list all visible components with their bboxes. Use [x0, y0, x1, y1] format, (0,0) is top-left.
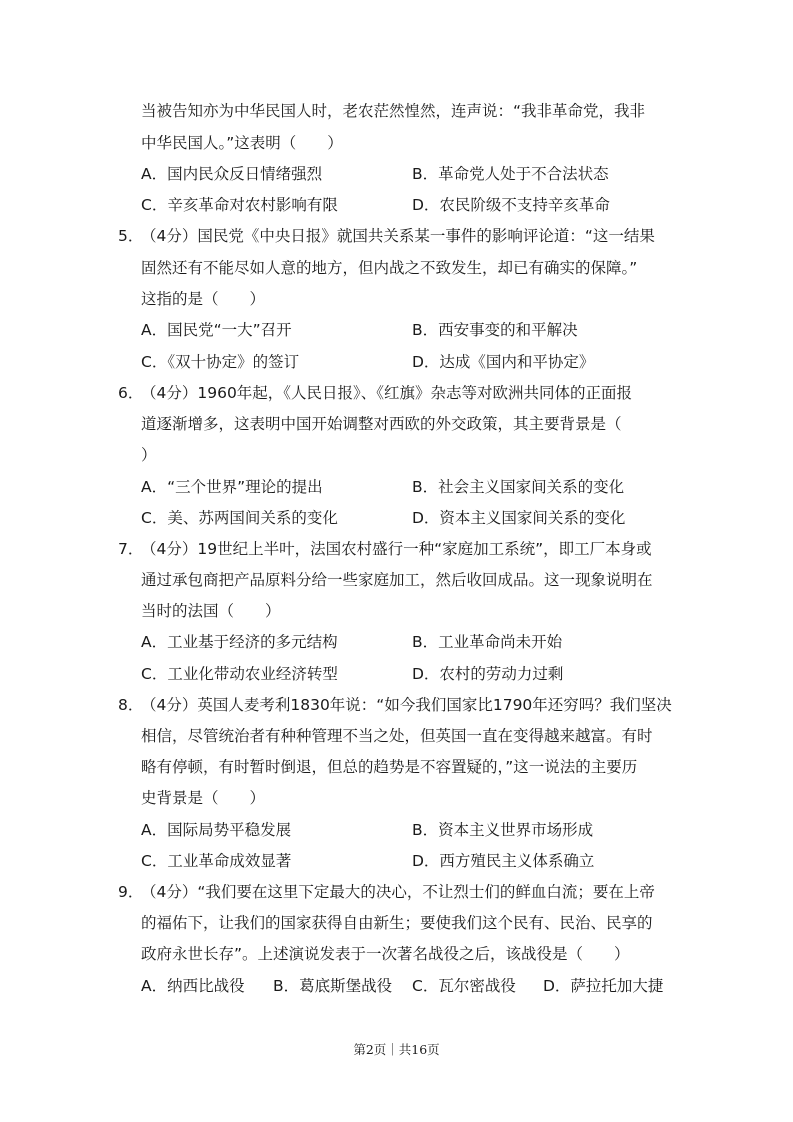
option-a[interactable]: A．“三个世界”理论的提出 — [141, 478, 323, 496]
option-b[interactable]: B．资本主义世界市场形成 — [412, 821, 594, 839]
option-a[interactable]: A．国民党“一大”召开 — [141, 321, 292, 339]
question-text-line: ） — [141, 446, 157, 464]
option-b[interactable]: B．西安事变的和平解决 — [412, 321, 578, 339]
option-b[interactable]: B．革命党人处于不合法状态 — [412, 165, 609, 183]
option-d[interactable]: D．资本主义国家间关系的变化 — [412, 509, 626, 527]
option-b[interactable]: B．葛底斯堡战役 — [273, 977, 393, 995]
option-b[interactable]: B．工业革命尚未开始 — [412, 633, 563, 651]
option-d[interactable]: D．农民阶级不支持辛亥革命 — [412, 196, 610, 214]
option-a[interactable]: A．纳西比战役 — [141, 977, 245, 995]
page-footer: 第2页｜共16页 — [353, 1042, 440, 1057]
option-d[interactable]: D．西方殖民主义体系确立 — [412, 852, 595, 870]
option-b[interactable]: B．社会主义国家间关系的变化 — [412, 478, 625, 496]
question-text-line: 政府永世长存”。上述演说发表于一次著名战役之后，该战役是（ ） — [141, 945, 630, 963]
question-text-line: （4分）英国人麦考利1830年说：“如今我们国家比1790年还穷吗？我们坚决 — [141, 696, 672, 714]
option-a[interactable]: A．国际局势平稳发展 — [141, 821, 292, 839]
question-text-line: 相信，尽管统治者有种种管理不当之处，但英国一直在变得越来越富。有时 — [141, 727, 653, 745]
question-text-line: 略有停顿，有时暂时倒退，但总的趋势是不容置疑的，”这一说法的主要历 — [141, 758, 638, 776]
option-d[interactable]: D．农村的劳动力过剩 — [412, 665, 564, 683]
option-a[interactable]: A．国内民众反日情绪强烈 — [141, 165, 323, 183]
question-text-line: 通过承包商把产品原料分给一些家庭加工，然后收回成品。这一现象说明在 — [141, 571, 653, 589]
option-c[interactable]: C．瓦尔密战役 — [412, 977, 516, 995]
question-number: 6． — [118, 384, 144, 402]
question-text-line: 当被告知亦为中华民国人时，老农茫然惶然，连声说：“我非革命党，我非 — [141, 102, 646, 120]
question-text-line: 这指的是（ ） — [141, 290, 266, 308]
question-text-line: （4分）19世纪上半叶，法国农村盛行一种“家庭加工系统”，即工厂本身或 — [141, 540, 652, 558]
question-text-line: （4分）“我们要在这里下定最大的决心，不让烈士们的鲜血白流；要在上帝 — [141, 883, 655, 901]
option-c[interactable]: C．《双十协定》的签订 — [141, 353, 300, 371]
question-number: 9． — [118, 883, 144, 901]
question-text-line: 道逐渐增多，这表明中国开始调整对西欧的外交政策，其主要背景是（ — [141, 415, 622, 433]
option-c[interactable]: C．工业革命成效显著 — [141, 852, 292, 870]
option-d[interactable]: D．萨拉托加大捷 — [543, 977, 664, 995]
option-d[interactable]: D．达成《国内和平协定》 — [412, 353, 595, 371]
question-number: 7． — [118, 540, 144, 558]
question-text-line: 固然还有不能尽如人意的地方，但内战之不致发生，却已有确实的保障。” — [141, 259, 638, 277]
question-text-line: （4分）1960年起，《人民日报》、《红旗》杂志等对欧洲共同体的正面报 — [141, 384, 633, 402]
question-text-line: 的福佑下，让我们的国家获得自由新生；要使我们这个民有、民治、民享的 — [141, 914, 653, 932]
question-text-line: 中华民国人。”这表明（ ） — [141, 134, 343, 152]
option-c[interactable]: C．工业化带动农业经济转型 — [141, 665, 338, 683]
question-number: 5． — [118, 227, 144, 245]
question-text-line: 当时的法国（ ） — [141, 602, 281, 620]
question-text-line: 史背景是（ ） — [141, 789, 266, 807]
option-c[interactable]: C．美、苏两国间关系的变化 — [141, 509, 338, 527]
question-text-line: （4分）国民党《中央日报》就国共关系某一事件的影响评论道：“这一结果 — [141, 227, 655, 245]
option-c[interactable]: C．辛亥革命对农村影响有限 — [141, 196, 338, 214]
question-number: 8． — [118, 696, 144, 714]
option-a[interactable]: A．工业基于经济的多元结构 — [141, 633, 338, 651]
